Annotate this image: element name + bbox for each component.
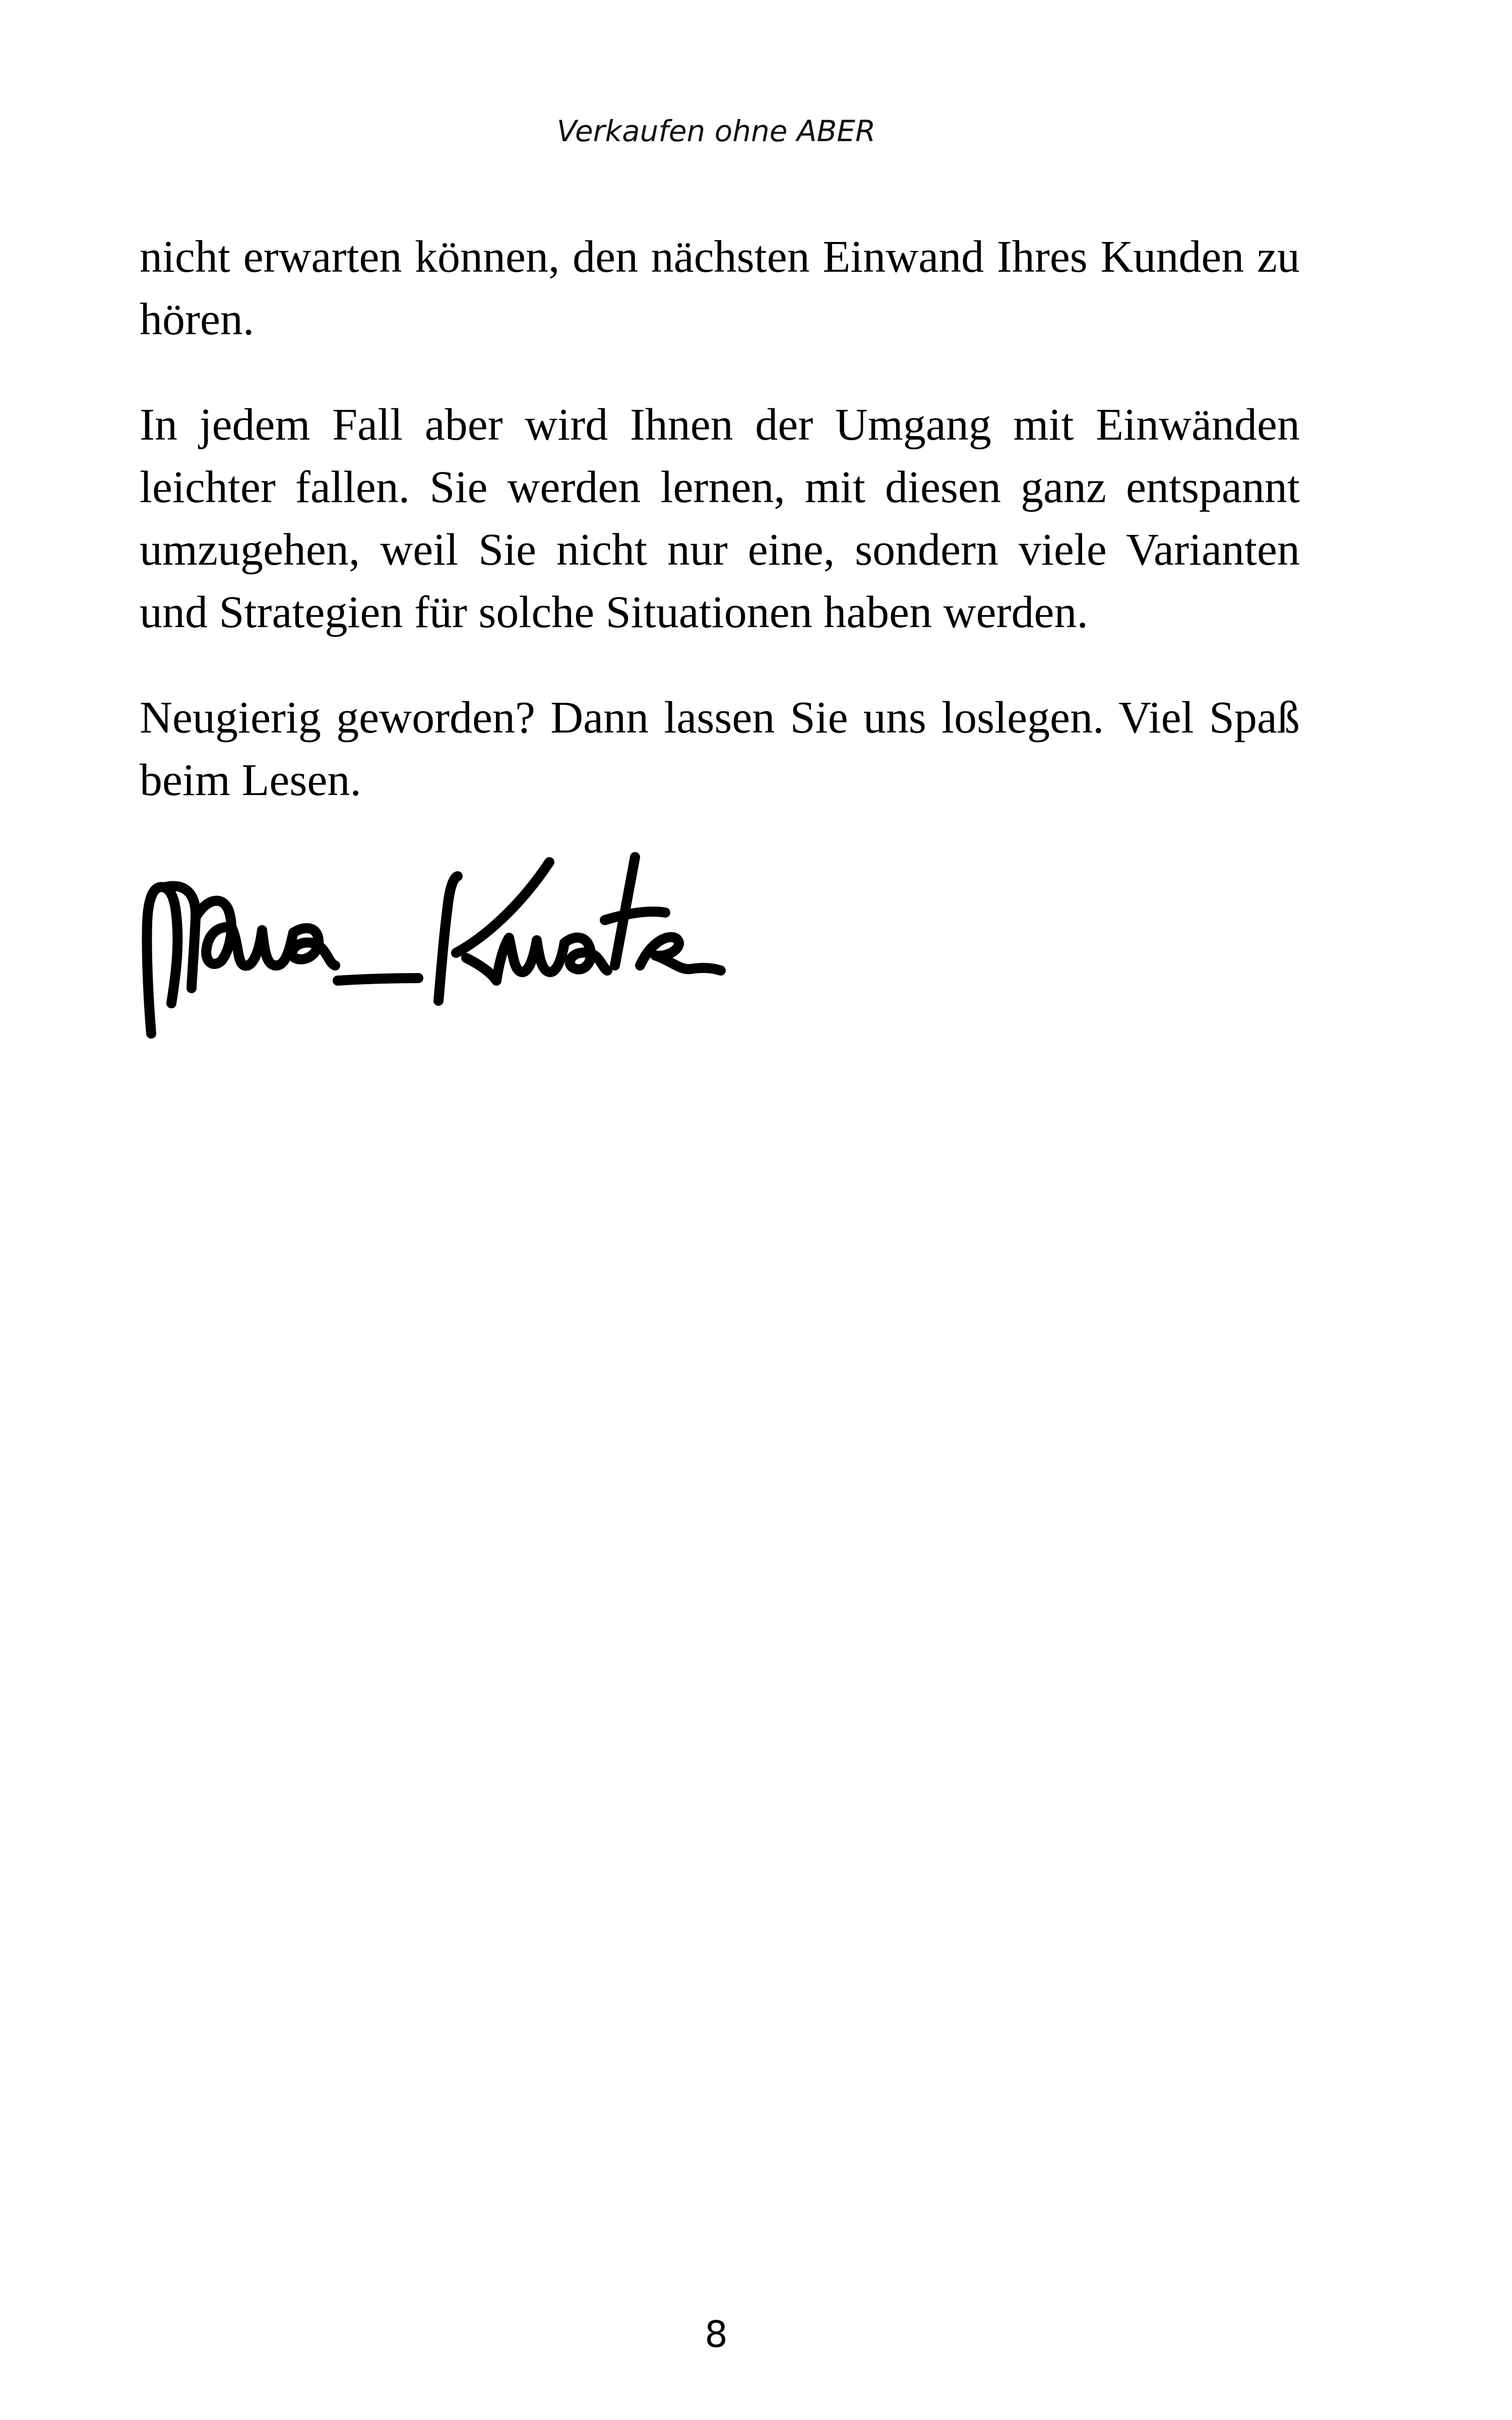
paragraph-3: Neugierig geworden? Dann lassen Sie uns loslegen. Viel Spaß beim Lesen. xyxy=(140,693,1300,805)
paragraph-2: In jedem Fall aber wird Ihnen der Umgang mit Einwänden leichter fallen. Sie werden lernen, mit diesen ganz entspannt umzugehen, weil Sie nicht nur eine, sondern viele Varianten und Strategien für solche Situationen haben werden. xyxy=(140,400,1300,637)
body-text xyxy=(140,226,1300,812)
page-number: 8 xyxy=(705,2313,728,2355)
paragraph-1: nicht erwarten können, den nächsten Einwand Ihres Kunden zu hören. xyxy=(140,232,1300,344)
running-header: Verkaufen ohne ABER xyxy=(556,114,876,148)
handwritten-signature xyxy=(136,837,726,1059)
